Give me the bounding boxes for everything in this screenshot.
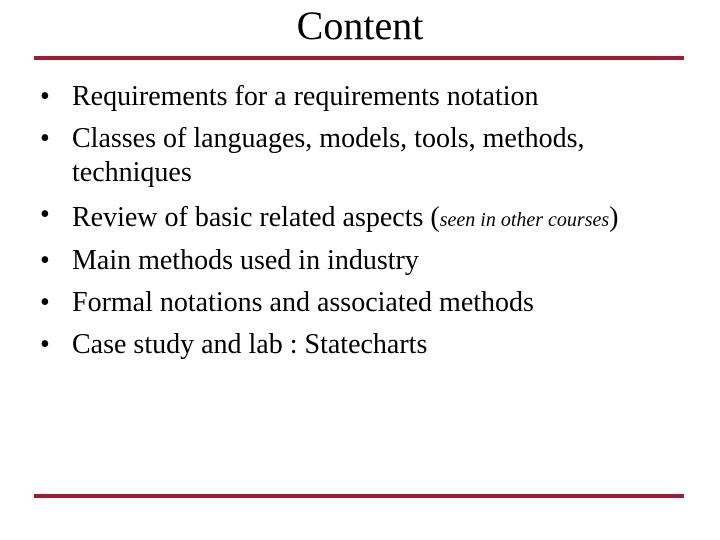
bullet-mark: •: [40, 81, 50, 112]
bullet-item: [0, 286, 720, 320]
bullet-aside-text: seen in other courses: [439, 209, 610, 231]
bullet-text: Case study and lab : Statecharts: [72, 329, 428, 360]
bullet-mark: •: [40, 287, 50, 318]
bullet-text: Classes of languages, models, tools, methods, techniques: [72, 123, 585, 188]
bullet-item: [0, 80, 720, 114]
bullet-item: [0, 122, 720, 190]
bullet-list: [0, 80, 720, 370]
bullet-mark: •: [40, 245, 50, 276]
bullet-text: Requirements for a requirements notation: [72, 81, 539, 112]
bullet-mark: •: [40, 329, 50, 360]
bullet-text: Formal notations and associated methods: [72, 287, 534, 318]
bullet-item: [0, 198, 720, 240]
bullet-mark: •: [40, 123, 50, 154]
bullet-text: Main methods used in industry: [72, 245, 419, 276]
bullet-item: [0, 328, 720, 362]
bullet-mark: •: [40, 199, 50, 230]
footer-divider: [34, 494, 684, 498]
slide-title: Content: [296, 3, 424, 48]
bullet-text: Review of basic related aspects (: [72, 202, 440, 233]
bullet-text-closing: ): [609, 202, 619, 233]
bullet-item: [0, 244, 720, 278]
title-divider: [34, 56, 684, 60]
